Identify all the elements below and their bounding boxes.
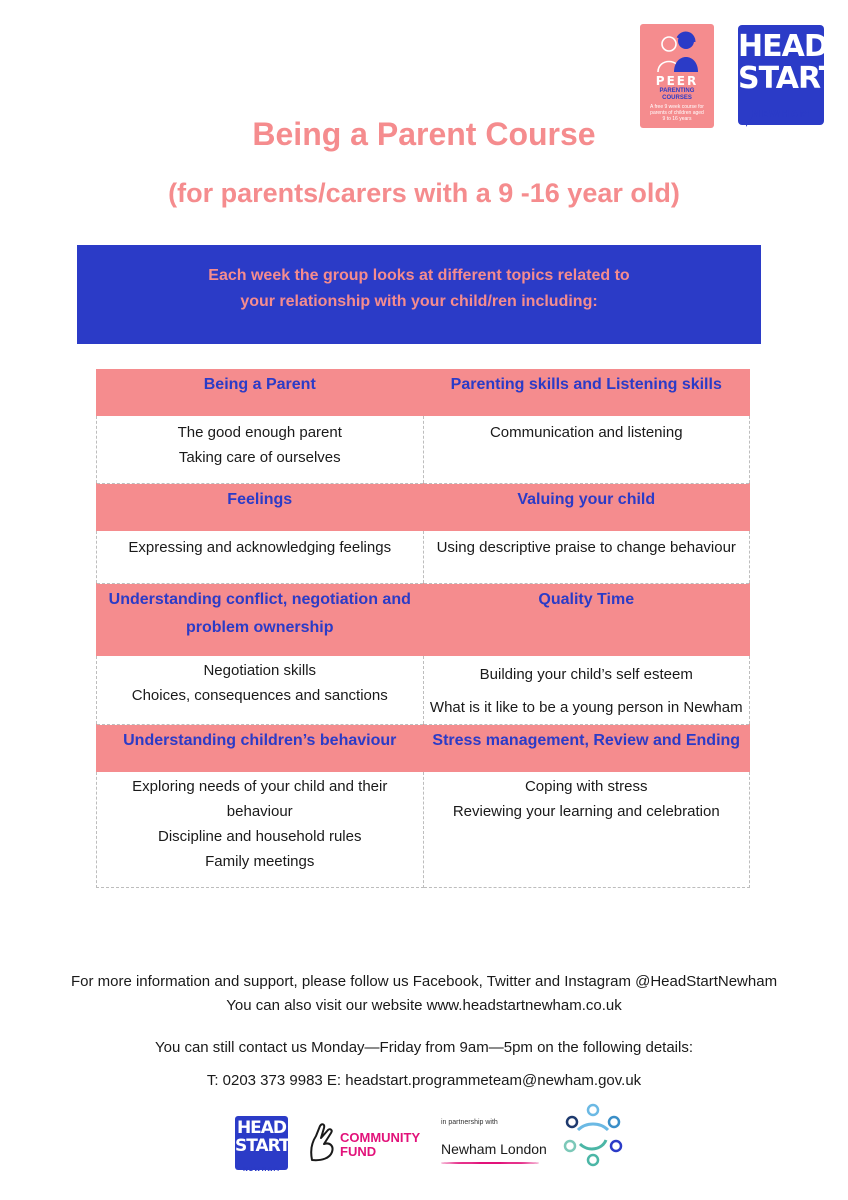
topic-heading-line: Parenting skills and Listening skills [450,376,722,393]
headstart-logo-text [738,29,839,96]
headstart-logo-line: START [738,61,839,96]
crossed-fingers-icon [304,1122,340,1162]
topic-heading-row [97,725,750,772]
topic-heading [423,484,750,531]
topic-heading-line: Valuing your child [517,491,656,508]
topic-heading-row [97,584,750,656]
topic-item: Expressing and acknowledging feelings [128,539,392,556]
community-fund-logo-text [340,1131,420,1159]
community-circle-logo [558,1100,628,1170]
topic-heading-line: Quality Time [538,591,635,608]
footer-contact-hours: You can still contact us Monday—Friday from 9am—5pm on the following details: [154,1039,694,1056]
peer-logo-subtitle-line: COURSES [662,95,692,101]
topic-heading-row [97,484,750,531]
topic-items [97,656,424,725]
topic-item: What is it like to be a young person in Newham [429,699,743,716]
topic-heading [97,584,424,656]
peer-parenting-logo [640,24,714,128]
headstart-logo-line: HEAD [236,1118,287,1138]
topic-heading [97,369,424,416]
topic-item: Building your child’s self esteem [479,666,693,683]
topic-heading-line: Stress management, Review and Ending [432,732,741,749]
topic-heading [423,584,750,656]
peer-logo-desc-line: A free 9 week course for [650,104,704,110]
footer-contact-details: T: 0203 373 9983 E: headstart.programmeteam@newham.gov.uk [206,1072,642,1089]
peer-logo-subtitle-line: PARENTING [659,88,695,94]
topic-item: behaviour [226,803,293,820]
topic-item: Discipline and household rules [158,828,362,845]
topic-items-row [97,772,750,888]
topics-table [96,369,750,888]
headstart-small-logo-newham: NEWHAM [242,1166,281,1173]
topic-heading-line: Understanding children’s behaviour [123,732,397,749]
page-title: Being a Parent Course [252,116,596,152]
headstart-small-logo-text [235,1119,288,1155]
topic-item: Coping with stress [524,778,648,795]
topic-item: Choices, consequences and sanctions [131,687,388,704]
topic-items [97,416,424,484]
topic-heading-row [97,369,750,416]
intro-banner [77,245,761,344]
peer-logo-title: PEER [655,74,699,88]
topic-items-row [97,416,750,484]
banner-line: your relationship with your child/ren including: [240,293,598,310]
headstart-small-logo [235,1116,288,1170]
peer-logo-subtitle [640,88,714,102]
topic-heading-line: Feelings [227,491,293,508]
topic-heading-line: Being a Parent [203,376,316,393]
topic-items [97,531,424,584]
topic-items [423,772,750,888]
topic-heading-line: Understanding conflict, negotiation and [108,591,411,608]
topic-item: Taking care of ourselves [178,449,341,466]
page-subtitle: (for parents/carers with a 9 -16 year old) [168,178,680,208]
topic-heading [97,484,424,531]
community-fund-line: FUND [340,1144,377,1159]
topic-items [97,772,424,888]
topic-heading [97,725,424,772]
community-fund-line: COMMUNITY [340,1130,421,1145]
topic-item: Reviewing your learning and celebration [452,803,720,820]
topic-item: Family meetings [205,853,315,870]
topic-item: The good enough parent [177,424,342,441]
topic-item: Communication and listening [489,424,683,441]
topic-heading [423,725,750,772]
topic-items [423,531,750,584]
topic-item: Exploring needs of your child and their [132,778,388,795]
headstart-logo-line: HEAD [738,29,828,64]
topic-items-row [97,656,750,725]
topic-heading-line: problem ownership [185,619,334,636]
topic-items [423,656,750,725]
topic-item: Negotiation skills [203,662,317,679]
parent-child-icon [654,30,700,74]
headstart-logo-line: START [235,1136,290,1156]
topic-item: Using descriptive praise to change behaviour [436,539,736,556]
footer-website-text: You can also visit our website www.headstartnewham.co.uk [226,997,622,1014]
banner-line: Each week the group looks at different topics related to [208,267,630,284]
peer-logo-desc-line: parents of children aged [650,110,704,116]
headstart-logo-newham: NEWHAM [751,109,811,120]
newham-london-swoosh [441,1162,539,1164]
peer-logo-desc-line: 9 to 16 years [662,116,692,122]
topic-heading [423,369,750,416]
newham-london-logo-text: Newham London [441,1141,547,1157]
topic-items [423,416,750,484]
topic-items-row [97,531,750,584]
partnership-caption: in partnership with [441,1119,498,1126]
footer-social-text: For more information and support, please follow us Facebook, Twitter and Instagram @HeadStartNewham [70,973,778,990]
